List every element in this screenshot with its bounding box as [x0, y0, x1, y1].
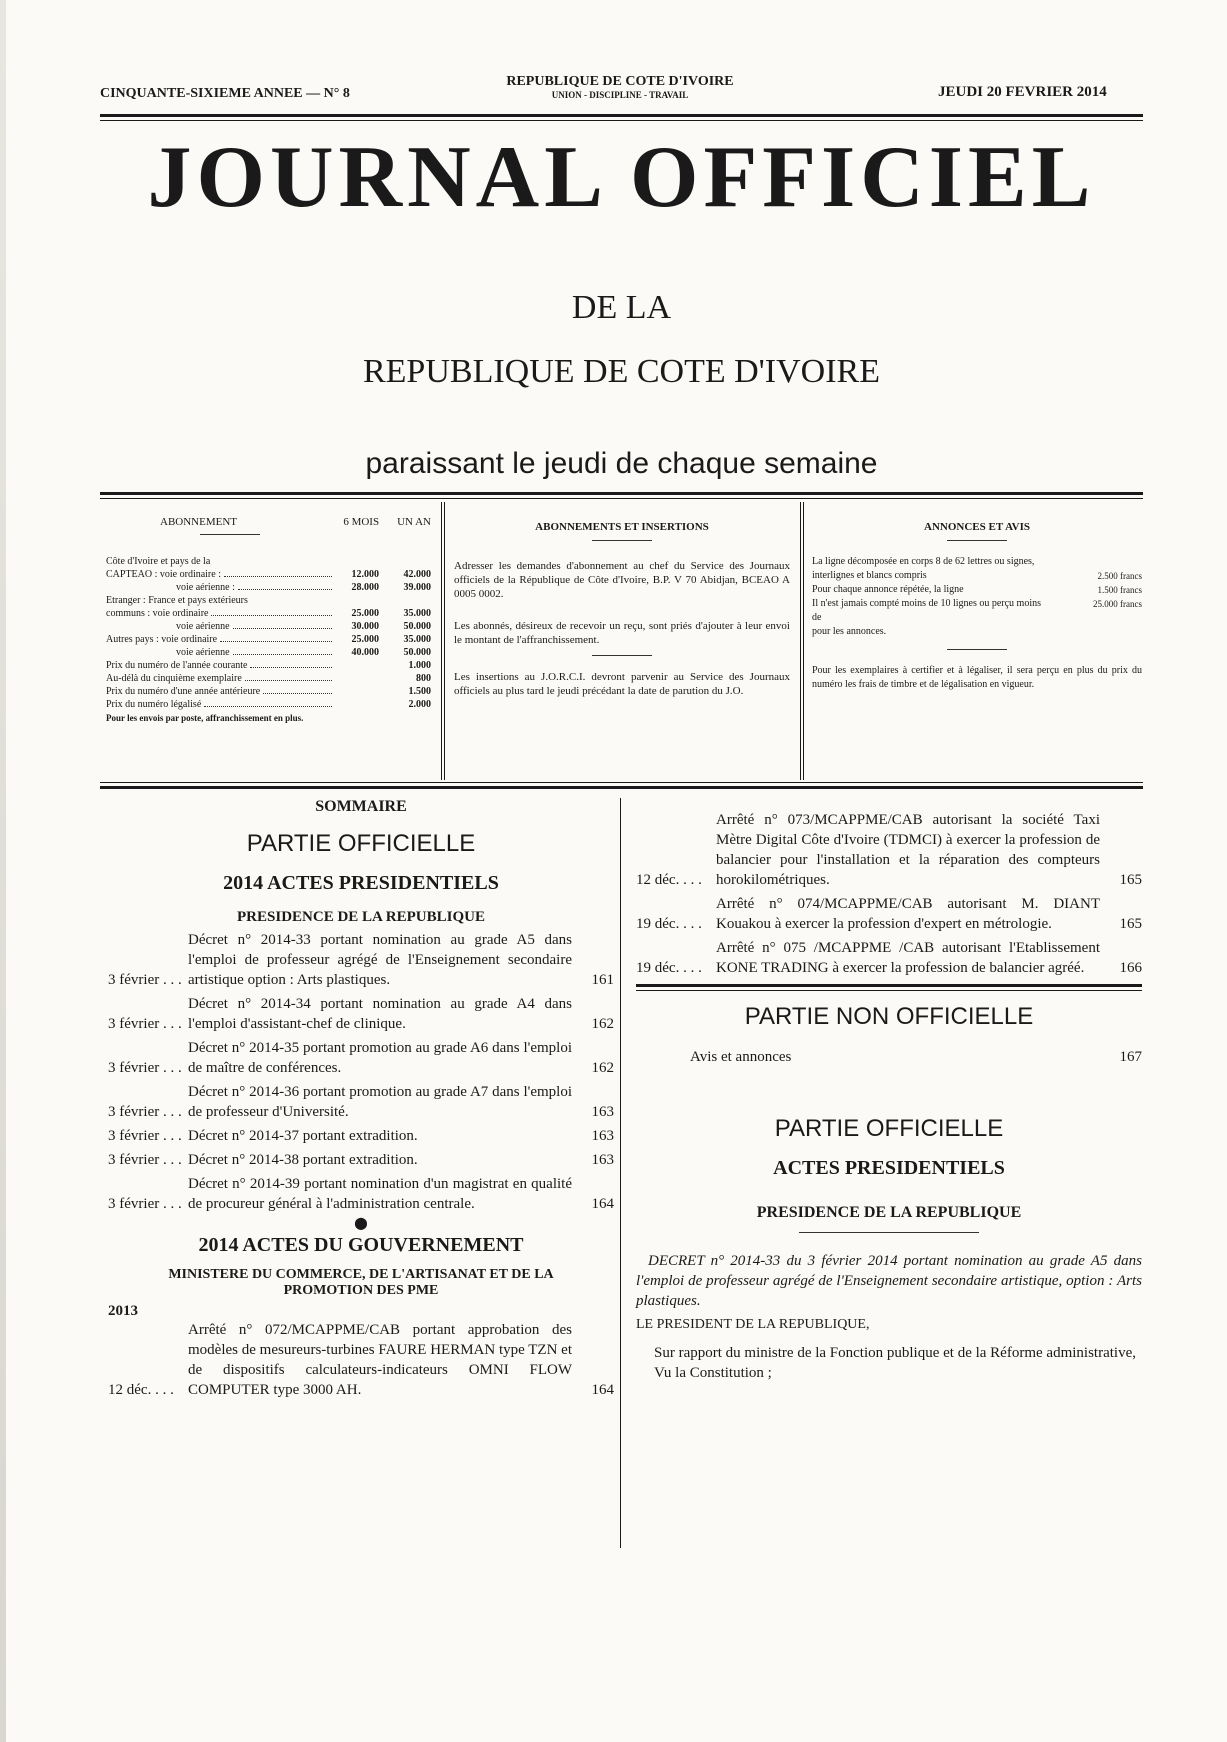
toc-entry-text: Décret n° 2014-34 portant nomination au grade A4 dans l'emploi d'assistant-chef de clinique. [188, 996, 572, 1032]
toc-entry [108, 1082, 614, 1122]
subscription-row-unan: 50.000 [403, 621, 431, 632]
annonces-l1: La ligne décomposée en corps 8 de 62 lettres ou signes, interlignes et blancs compris [812, 556, 1035, 581]
header-republic-block [470, 74, 770, 100]
inserts-p3: Les insertions au J.O.R.C.I. devront parvenir au Service des Journaux officiels au plus tard le jeudi précédant la date de parution du J.O. [454, 671, 790, 697]
info-top-rule [100, 492, 1143, 495]
annonces-l2: Pour chaque annonce répétée, la ligne [812, 584, 964, 595]
header-republic: REPUBLIQUE DE COTE D'IVOIRE [506, 74, 734, 89]
toc-entry-text: Arrêté n° 073/MCAPPME/CAB autorisant la société Taxi Mètre Digital Côte d'Ivoire (TDMCI) à exercer la profession de balancier pour l'installation et la réparation des compteurs horokilométriques. [716, 812, 1100, 888]
toc-entry-text: Arrêté n° 072/MCAPPME/CAB portant approbation des modèles de mesureurs-turbines FAURE HERMAN type TZN et de dispositifs calculateurs-indicateurs OMNI FLOW COMPUTER type 3000 AH. [188, 1322, 572, 1398]
sommaire-presidence: PRESIDENCE DE LA REPUBLIQUE [237, 909, 485, 925]
toc-entry-page: 166 [1119, 960, 1142, 976]
subscription-box [100, 502, 435, 780]
masthead-republic: REPUBLIQUE DE COTE D'IVOIRE [362, 353, 881, 390]
leader-dots [245, 680, 332, 681]
toc-entry [108, 994, 614, 1034]
inserts-box [454, 502, 790, 698]
body-presidence: PRESIDENCE DE LA REPUBLIQUE [756, 1204, 1022, 1221]
subscription-col-6mois: 6 MOIS [343, 516, 380, 528]
sommaire-ministere: MINISTERE DU COMMERCE, DE L'ARTISANAT ET DE LA PROMOTION DES PME [168, 1267, 554, 1298]
toc-entry [636, 810, 1142, 890]
sommaire-title: SOMMAIRE [315, 798, 407, 815]
toc-entry-date: 3 février . . . [108, 1196, 182, 1212]
masthead-periodicity: paraissant le jeudi de chaque semaine [365, 447, 878, 480]
toc-entry-text: Décret n° 2014-33 portant nomination au grade A5 dans l'emploi de professeur agrégé de l'Enseignement secondaire artistique option : Arts plastiques. [188, 932, 572, 988]
subscription-row-6mois: 40.000 [351, 647, 379, 658]
annonces-box [812, 502, 1142, 692]
scan-edge [0, 0, 6, 1742]
inserts-title: ABONNEMENTS ET INSERTIONS [535, 521, 709, 533]
subscription-row [106, 607, 431, 620]
leader-dots [224, 576, 332, 577]
annonces-p1: 2.500 francs [1097, 571, 1142, 581]
subscription-row [106, 633, 431, 646]
info-bottom-rule-thin [100, 782, 1143, 783]
leader-dots [220, 641, 332, 642]
subscription-row-unan: 42.000 [403, 569, 431, 580]
body-actes: ACTES PRESIDENTIELS [773, 1157, 1005, 1179]
avis-label: Avis et annonces [690, 1049, 792, 1065]
toc-entry [108, 1126, 614, 1146]
toc-entry-date: 3 février . . . [108, 972, 182, 988]
subscription-row-unan: 35.000 [403, 608, 431, 619]
subscription-row-label: Côte d'Ivoire et pays de la [106, 556, 211, 567]
subscription-row-label: Etranger : France et pays extérieurs [106, 595, 248, 606]
subscription-row [106, 646, 431, 659]
subscription-row [106, 568, 431, 581]
annonces-p2: 1.500 francs [1097, 585, 1142, 595]
toc-entry-date: 3 février . . . [108, 1104, 182, 1120]
subscription-note: Pour les envois par poste, affranchissement en plus. [106, 713, 304, 723]
toc-entry-page: 164 [591, 1382, 614, 1398]
subscription-table [100, 535, 435, 711]
subscription-row-6mois: 30.000 [351, 621, 379, 632]
column-divider [620, 798, 621, 1548]
subscription-row-unan: 35.000 [403, 634, 431, 645]
info-divider-2 [800, 502, 801, 780]
leader-dots [250, 667, 332, 668]
subscription-row-unan: 39.000 [403, 582, 431, 593]
toc-entry-page: 162 [591, 1060, 614, 1076]
leader-dots [238, 589, 332, 590]
sommaire-non-officielle: PARTIE NON OFFICIELLE [744, 1003, 1034, 1030]
subscription-row [106, 581, 431, 594]
toc-entry-text: Arrêté n° 075 /MCAPPME /CAB autorisant l'Etablissement KONE TRADING à exercer la profession de balancier agréé. [716, 940, 1100, 976]
toc-entry-date: 3 février . . . [108, 1152, 182, 1168]
toc-entry [108, 1320, 614, 1400]
subscription-row-label: voie aérienne : [176, 582, 235, 593]
subscription-row-unan: 800 [416, 673, 431, 684]
body-vu: Vu la Constitution ; [654, 1365, 772, 1381]
subscription-row-6mois: 25.000 [351, 634, 379, 645]
toc-entry-text: Décret n° 2014-36 portant promotion au grade A7 dans l'emploi de professeur d'Université. [188, 1084, 572, 1120]
toc-entry-date: 19 déc. . . . [636, 916, 702, 932]
annonces-title: ANNONCES ET AVIS [924, 521, 1030, 533]
info-divider-2b [803, 502, 804, 780]
right-column [636, 810, 1142, 1383]
info-divider-1 [441, 502, 442, 780]
subscription-row-unan: 2.000 [408, 699, 431, 710]
header-motto: UNION - DISCIPLINE - TRAVAIL [551, 90, 689, 100]
inserts-p2: Les abonnés, désireux de recevoir un reçu, sont priés d'ajouter à leur envoi le montant de l'affranchissement. [454, 620, 790, 646]
toc-entry-page: 164 [591, 1196, 614, 1212]
toc-government-list-b [636, 810, 1142, 978]
subscription-row-label: CAPTEAO : voie ordinaire : [106, 569, 221, 580]
toc-entry-page: 165 [1119, 872, 1142, 888]
annonces-l3b: pour les annonces. [812, 626, 887, 637]
toc-entry [108, 1174, 614, 1214]
subscription-row-unan: 50.000 [403, 647, 431, 658]
toc-entry-date: 12 déc. . . . [636, 872, 702, 888]
subscription-row-label: Prix du numéro légalisé [106, 699, 202, 710]
subscription-row [106, 620, 431, 633]
leader-dots [263, 693, 332, 694]
annonces-note: Pour les exemplaires à certifier et à légaliser, il sera perçu en plus du prix du numéro les frais de timbre et de légalisation en vigueur. [812, 665, 1142, 690]
masthead-de-la: DE LA [571, 289, 672, 326]
subscription-row-label: Prix du numéro de l'année courante [106, 660, 248, 671]
subscription-row-label: communs : voie ordinaire [106, 608, 209, 619]
sommaire-actes-gouv: 2014 ACTES DU GOUVERNEMENT [198, 1234, 524, 1256]
toc-entry [636, 938, 1142, 978]
sommaire-column [108, 798, 614, 1404]
toc-presidential-list [108, 930, 614, 1214]
toc-entry-page: 163 [591, 1104, 614, 1120]
toc-entry-text: Décret n° 2014-39 portant nomination d'un magistrat en qualité de procureur général à l'administration centrale. [188, 1176, 572, 1212]
body-rapport: Sur rapport du ministre de la Fonction publique et de la Réforme administrative, [654, 1345, 1136, 1361]
masthead-title: JOURNAL OFFICIEL [147, 129, 1096, 226]
subscription-row [106, 698, 431, 711]
header-rule-thin [100, 120, 1143, 121]
issue-date: JEUDI 20 FEVRIER 2014 [938, 84, 1107, 100]
leader-dots [233, 654, 332, 655]
section-separator-dot: ⬤ [354, 1216, 368, 1230]
toc-entry-text: Décret n° 2014-38 portant extradition. [188, 1152, 418, 1168]
header-rule [100, 114, 1143, 117]
subscription-col-label: ABONNEMENT [160, 516, 237, 528]
annonces-l3: Il n'est jamais compté moins de 10 lignes ou perçu moins de [812, 598, 1041, 623]
toc-entry-text: Arrêté n° 074/MCAPPME/CAB autorisant M. DIANT Kouakou à exercer la profession d'expert en métrologie. [716, 896, 1100, 932]
toc-entry-date: 3 février . . . [108, 1060, 182, 1076]
toc-entry-page: 161 [591, 972, 614, 988]
toc-entry-text: Décret n° 2014-37 portant extradition. [188, 1128, 418, 1144]
toc-entry-page: 162 [591, 1016, 614, 1032]
subscription-row [106, 594, 431, 607]
subscription-row-unan: 1.500 [408, 686, 431, 697]
subscription-row-label: Prix du numéro d'une année antérieure [106, 686, 261, 697]
sommaire-actes-pres: 2014 ACTES PRESIDENTIELS [223, 872, 499, 894]
avis-page: 167 [1119, 1049, 1142, 1065]
info-bottom-rule [100, 786, 1143, 789]
body-president: LE PRESIDENT DE LA REPUBLIQUE, [636, 1317, 870, 1332]
subscription-col-unan: UN AN [397, 516, 431, 528]
subscription-row-unan: 1.000 [408, 660, 431, 671]
leader-dots [211, 615, 332, 616]
toc-entry-date: 12 déc. . . . [108, 1382, 174, 1398]
toc-entry-page: 163 [591, 1128, 614, 1144]
sommaire-year: 2013 [108, 1303, 138, 1319]
subscription-row-6mois: 25.000 [351, 608, 379, 619]
toc-entry-date: 19 déc. . . . [636, 960, 702, 976]
info-top-rule-thin [100, 498, 1143, 499]
subscription-row [106, 555, 431, 568]
leader-dots [204, 706, 332, 707]
body-decret-title: DECRET n° 2014-33 du 3 février 2014 portant nomination au grade A5 dans l'emploi de professeur agrégé de l'Enseignement secondaire artistique, option : Arts plastiques. [636, 1253, 1142, 1309]
subscription-row-label: Au-délà du cinquième exemplaire [106, 673, 242, 684]
toc-entry [636, 894, 1142, 934]
toc-entry-date: 3 février . . . [108, 1016, 182, 1032]
inserts-p1: Adresser les demandes d'abonnement au chef du Service des Journaux officiels de la République de Côte d'Ivoire, B.P. V 70 Abidjan, BCEAO A 0005 0002. [454, 560, 790, 600]
leader-dots [233, 628, 332, 629]
toc-entry [108, 930, 614, 990]
toc-government-list-a [108, 1320, 614, 1400]
subscription-row-label: Autres pays : voie ordinaire [106, 634, 218, 645]
body-partie: PARTIE OFFICIELLE [774, 1115, 1004, 1142]
subscription-row [106, 659, 431, 672]
subscription-row [106, 672, 431, 685]
sommaire-partie: PARTIE OFFICIELLE [246, 830, 476, 857]
toc-avis-entry [636, 1047, 1142, 1067]
annonces-p3: 25.000 francs [1093, 599, 1142, 609]
toc-entry [108, 1038, 614, 1078]
toc-entry-page: 165 [1119, 916, 1142, 932]
subscription-row-6mois: 12.000 [351, 569, 379, 580]
subscription-row [106, 685, 431, 698]
toc-entry-text: Décret n° 2014-35 portant promotion au grade A6 dans l'emploi de maître de conférences. [188, 1040, 572, 1076]
subscription-row-label: voie aérienne [176, 621, 230, 632]
info-divider-1b [444, 502, 445, 780]
toc-entry-page: 163 [591, 1152, 614, 1168]
issue-number: CINQUANTE-SIXIEME ANNEE — N° 8 [100, 86, 350, 101]
toc-entry-date: 3 février . . . [108, 1128, 182, 1144]
subscription-row-6mois: 28.000 [351, 582, 379, 593]
subscription-row-label: voie aérienne [176, 647, 230, 658]
toc-entry [108, 1150, 614, 1170]
